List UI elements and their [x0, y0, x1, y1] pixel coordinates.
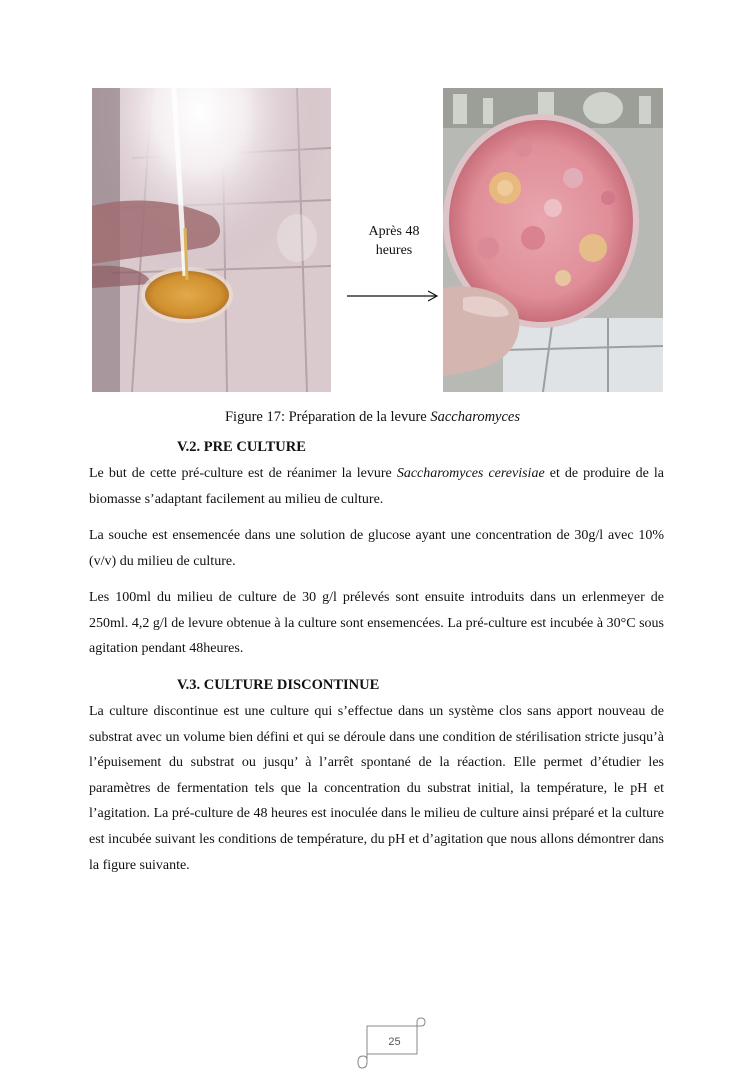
arrow-right-icon [347, 289, 439, 303]
figure-caption [0, 409, 745, 426]
photo-petri-dish-48h [443, 88, 663, 392]
paragraph-culture-discontinue: La culture discontinue est une culture qui s’effectue dans un système clos sans apport nouveau de substrat avec un volume bien défini et qui se déroule dans une condition de stérilisation stricte jusqu’à l’épuisement du substrat ou jusqu’ à l’arrêt spontané de la réaction. Elle permet d’étudier les paramètres de fermentation tels que la concentration du substrat initial, la température, le pH et l’agitation. La pré-culture de 48 heures est inoculée dans le milieu de culture ainsi préparé et la culture est incubée suivant les conditions de température, du pH et d’agitation que nous allons démontrer dans la figure suivante. [89, 704, 664, 873]
figure-caption-species: Saccharomyces [430, 409, 520, 425]
paragraph-pre-culture-3: Les 100ml du milieu de culture de 30 g/l prélevés sont ensuite introduits dans un erlenmeyer de 250ml. 4,2 g/l de levure obtenue à la culture sont ensemencées. La pré-culture est incubée à 30°C sous agitation pendant 48heures. [89, 590, 664, 657]
photo-inoculation [92, 88, 331, 392]
page-number: 25 [388, 1036, 401, 1048]
heading-culture-discontinue: V.3. CULTURE DISCONTINUE [177, 677, 380, 693]
paragraph-pre-culture-2: La souche est ensemencée dans une solution de glucose ayant une concentration de 30g/l avec 10% (v/v) du milieu de culture. [89, 528, 664, 569]
figure-caption-text: Figure 17: Préparation de la levure [224, 409, 431, 425]
arrow-label: Après 48 heures [368, 224, 420, 258]
paragraph-pre-culture-1: Le but de cette pré-culture est de réanimer la levure Saccharomyces cerevisiae et de produire de la biomasse s’adaptant facilement au milieu de culture. [89, 466, 664, 507]
species-name: Saccharomyces cerevisiae [396, 466, 545, 481]
heading-pre-culture: V.2. PRE CULTURE [177, 439, 306, 455]
